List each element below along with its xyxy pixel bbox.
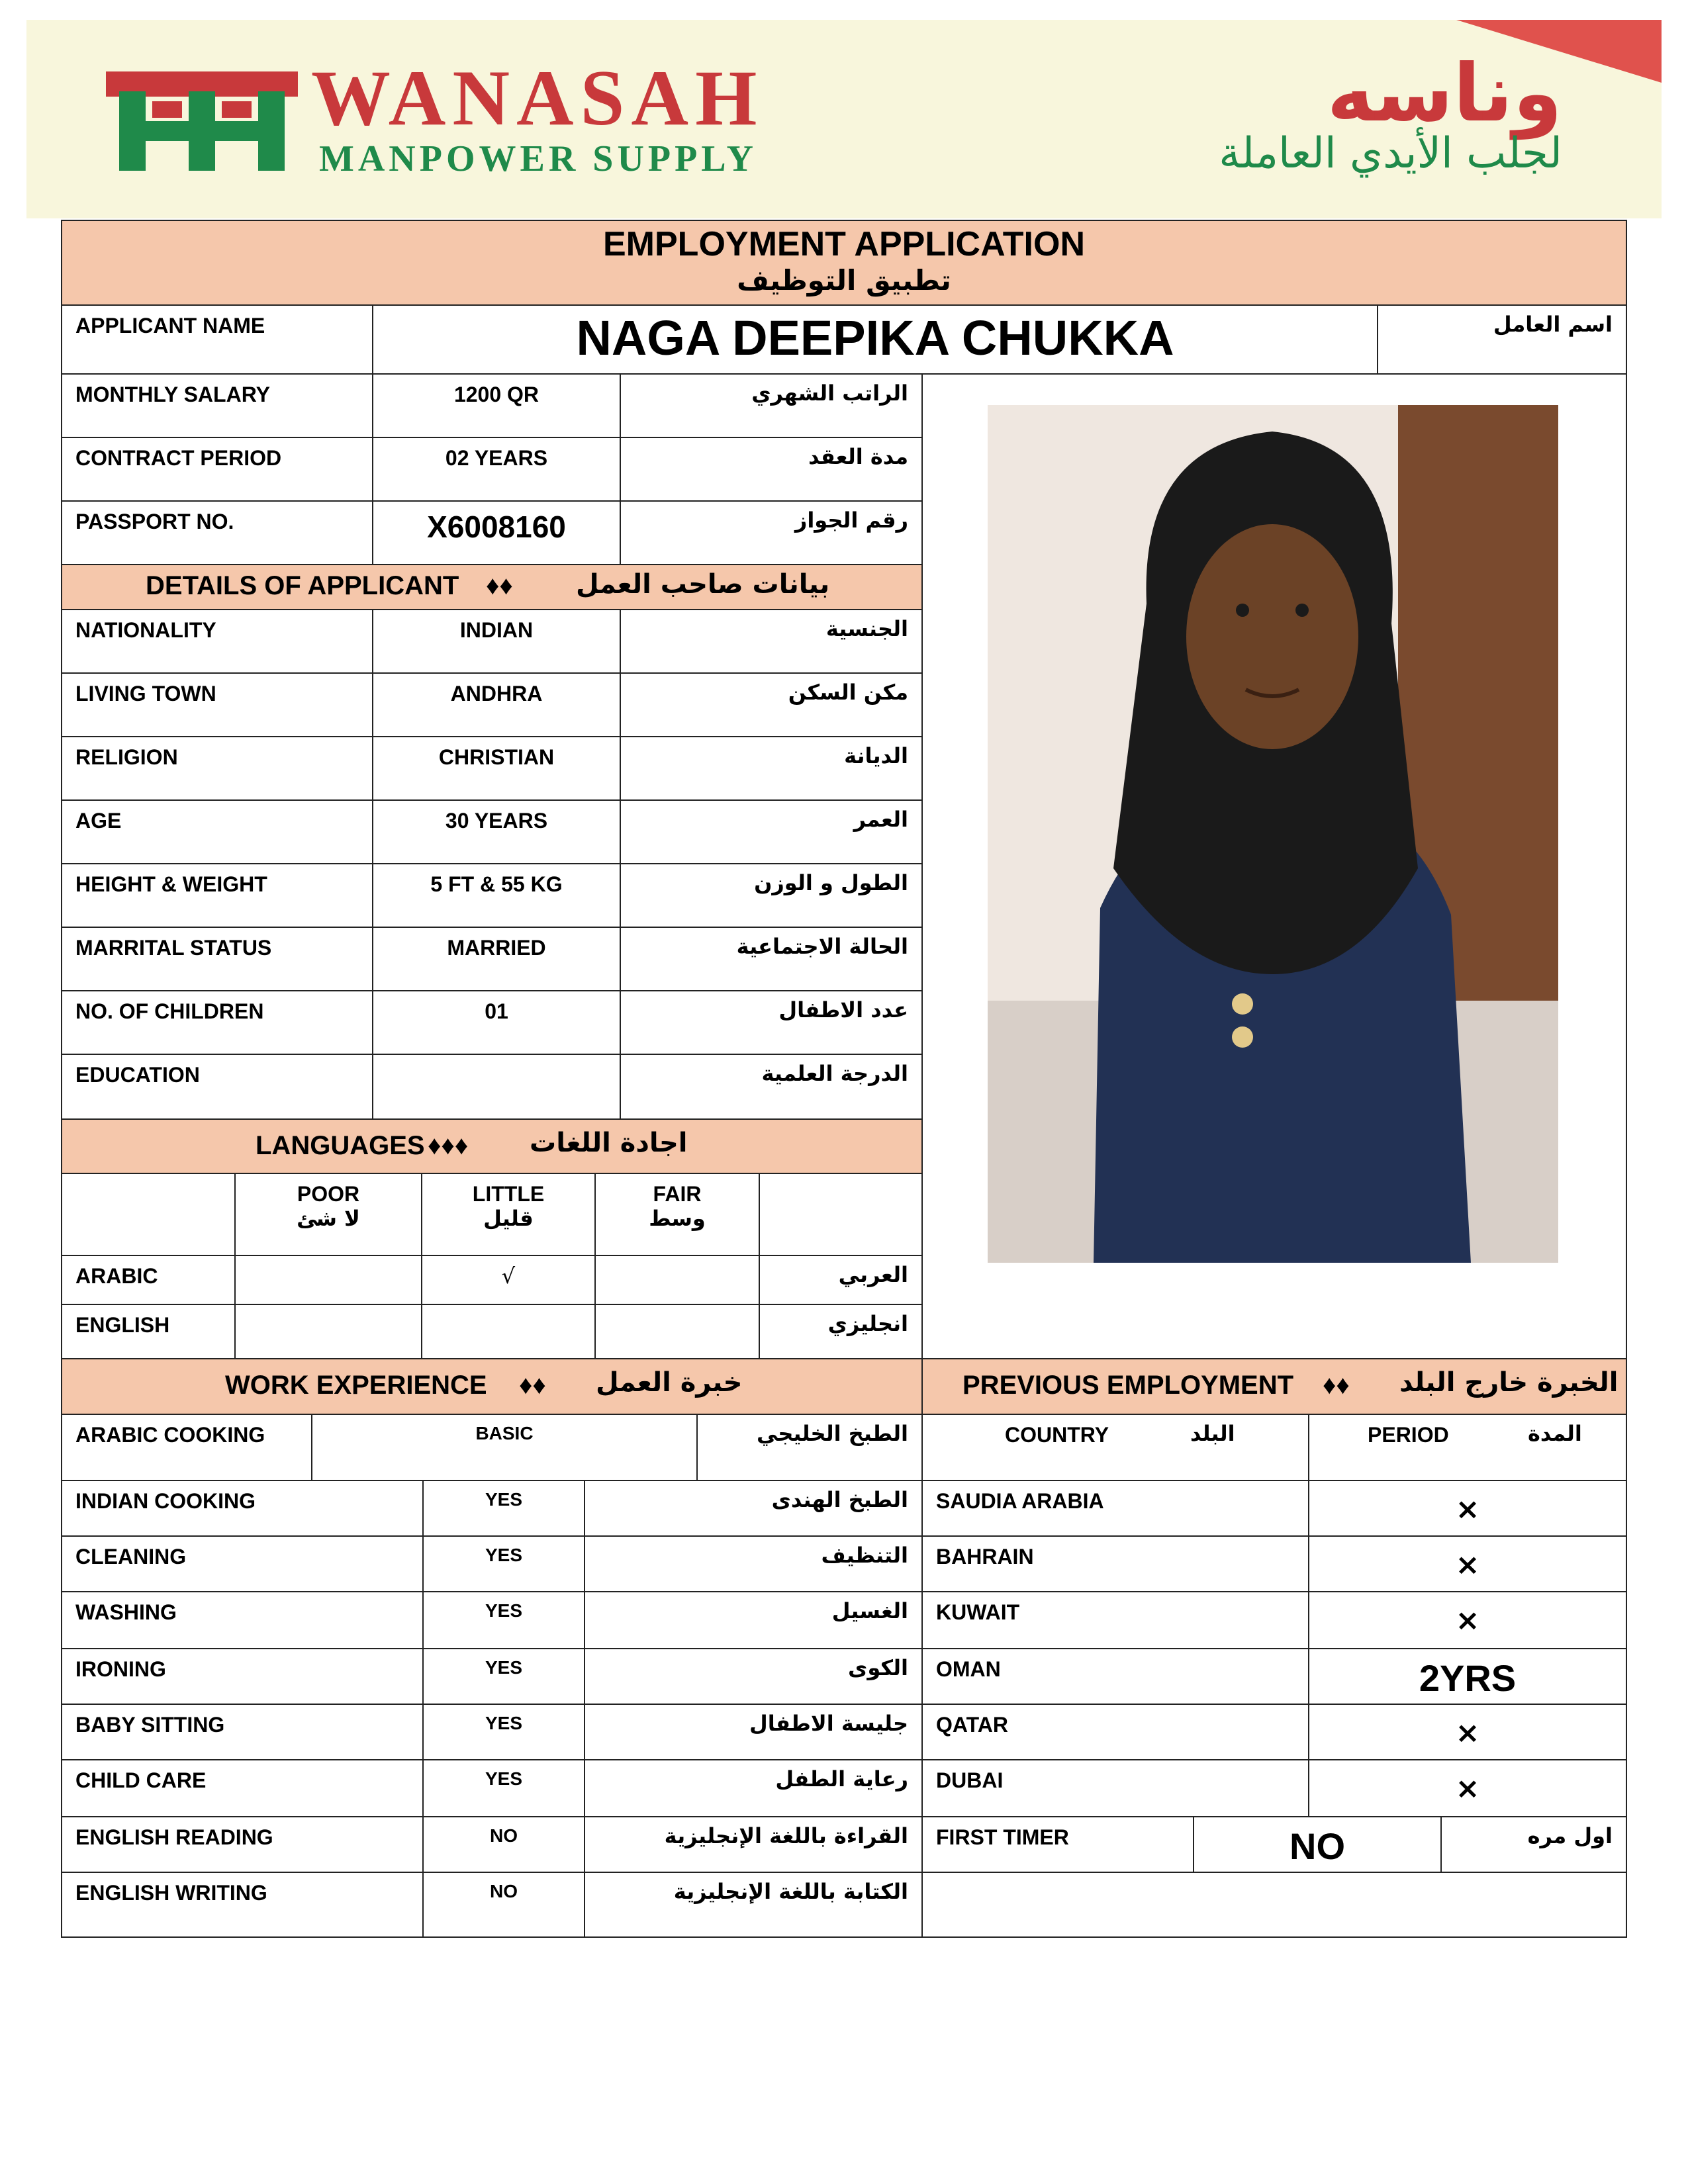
passport-no-value: X6008160	[372, 500, 621, 565]
applicant-name-arabic: اسم العامل	[1377, 304, 1627, 375]
english-writing-arabic: الكتابة باللغة الإنجليزية	[584, 1872, 923, 1938]
previous-employment-title-arabic: الخبرة خارج البلد	[1399, 1367, 1618, 1398]
level-little	[421, 1173, 596, 1256]
marital-status-label: MARRITAL STATUS	[61, 927, 373, 991]
english-language-arabic: انجليزي	[759, 1304, 923, 1361]
english-writing-label: ENGLISH WRITING	[61, 1872, 424, 1938]
details-title: DETAILS OF APPLICANT	[146, 571, 459, 600]
nationality-label: NATIONALITY	[61, 609, 373, 674]
applicant-name-value: NAGA DEEPIKA CHUKKA	[372, 304, 1378, 375]
ironing-value: YES	[422, 1648, 585, 1705]
period-kuwait: ×	[1308, 1591, 1627, 1649]
previous-blank-bottom	[921, 1872, 1627, 1938]
country-dubai: DUBAI	[921, 1759, 1309, 1817]
passport-no-label: PASSPORT NO.	[61, 500, 373, 565]
religion-value: CHRISTIAN	[372, 736, 621, 801]
languages-blank-left	[61, 1173, 236, 1256]
religion-label: RELIGION	[61, 736, 373, 801]
child-care-value: YES	[422, 1759, 585, 1817]
children-value: 01	[372, 990, 621, 1055]
passport-no-arabic: رقم الجواز	[620, 500, 923, 565]
country-oman: OMAN	[921, 1648, 1309, 1705]
arabic-poor	[234, 1255, 422, 1305]
children-label: NO. OF CHILDREN	[61, 990, 373, 1055]
nationality-arabic: الجنسية	[620, 609, 923, 674]
height-weight-value: 5 FT & 55 KG	[372, 863, 621, 928]
arabic-little-check: √	[421, 1255, 596, 1305]
work-experience-title-arabic: خبرة العمل	[596, 1367, 743, 1398]
child-care-label: CHILD CARE	[61, 1759, 424, 1817]
age-label: AGE	[61, 799, 373, 864]
previous-employment-title: PREVIOUS EMPLOYMENT	[962, 1371, 1294, 1400]
country-column-header	[921, 1414, 1309, 1481]
period-dubai: ×	[1308, 1759, 1627, 1817]
arabic-language-label: ARABIC	[61, 1255, 236, 1305]
languages-title-arabic: اجادة اللغات	[530, 1128, 688, 1158]
work-experience-header	[61, 1358, 923, 1415]
education-value	[372, 1054, 621, 1120]
height-weight-arabic: الطول و الوزن	[620, 863, 923, 928]
cleaning-arabic: التنظيف	[584, 1535, 923, 1592]
work-experience-title: WORK EXPERIENCE	[225, 1371, 487, 1400]
country-label-arabic: البلد	[1190, 1421, 1235, 1446]
brand-name: WANASAH	[311, 54, 764, 142]
english-poor	[234, 1304, 422, 1361]
country-bahrain: BAHRAIN	[921, 1535, 1309, 1592]
contract-period-value: 02 YEARS	[372, 437, 621, 502]
level-poor	[234, 1173, 422, 1256]
washing-value: YES	[422, 1591, 585, 1649]
english-reading-label: ENGLISH READING	[61, 1816, 424, 1873]
brand-name-arabic: وناسه	[1327, 48, 1562, 140]
english-reading-arabic: القراءة باللغة الإنجليزية	[584, 1816, 923, 1873]
period-label: PERIOD	[1368, 1423, 1449, 1447]
level-little-label: LITTLE	[472, 1182, 545, 1206]
brand-subtitle: MANPOWER SUPPLY	[319, 138, 757, 179]
first-timer-value: NO	[1193, 1816, 1442, 1873]
english-fair	[594, 1304, 760, 1361]
cleaning-value: YES	[422, 1535, 585, 1592]
country-saudi: SAUDIA ARABIA	[921, 1480, 1309, 1537]
religion-arabic: الديانة	[620, 736, 923, 801]
indian-cooking-arabic: الطبخ الهندى	[584, 1480, 923, 1537]
details-title-arabic: بيانات صاحب العمل	[576, 569, 830, 600]
monthly-salary-label: MONTHLY SALARY	[61, 373, 373, 438]
indian-cooking-value: YES	[422, 1480, 585, 1537]
country-qatar: QATAR	[921, 1704, 1309, 1760]
details-diamonds: ♦♦	[486, 571, 513, 600]
period-saudi: ×	[1308, 1480, 1627, 1537]
monthly-salary-value: 1200 QR	[372, 373, 621, 438]
period-bahrain: ×	[1308, 1535, 1627, 1592]
age-value: 30 YEARS	[372, 799, 621, 864]
education-arabic: الدرجة العلمية	[620, 1054, 923, 1120]
arabic-language-arabic: العربي	[759, 1255, 923, 1305]
arabic-fair	[594, 1255, 760, 1305]
level-poor-label: POOR	[297, 1182, 360, 1206]
cleaning-label: CLEANING	[61, 1535, 424, 1592]
children-arabic: عدد الاطفال	[620, 990, 923, 1055]
details-header	[61, 564, 923, 610]
previous-employment-diamonds: ♦♦	[1323, 1371, 1350, 1400]
applicant-name-label: APPLICANT NAME	[61, 304, 373, 375]
baby-sitting-value: YES	[422, 1704, 585, 1760]
level-fair-label: FAIR	[653, 1182, 702, 1206]
english-reading-value: NO	[422, 1816, 585, 1873]
height-weight-label: HEIGHT & WEIGHT	[61, 863, 373, 928]
level-fair	[594, 1173, 760, 1256]
living-town-label: LIVING TOWN	[61, 672, 373, 737]
monthly-salary-arabic: الراتب الشهري	[620, 373, 923, 438]
child-care-arabic: رعاية الطفل	[584, 1759, 923, 1817]
form-title-arabic: تطبيق التوظيف	[737, 263, 951, 296]
marital-status-arabic: الحالة الاجتماعية	[620, 927, 923, 991]
applicant-photo	[988, 405, 1558, 1263]
indian-cooking-label: INDIAN COOKING	[61, 1480, 424, 1537]
baby-sitting-label: BABY SITTING	[61, 1704, 424, 1760]
languages-blank-right	[759, 1173, 923, 1256]
period-column-header	[1308, 1414, 1627, 1481]
country-kuwait: KUWAIT	[921, 1591, 1309, 1649]
ironing-arabic: الكوى	[584, 1648, 923, 1705]
education-label: EDUCATION	[61, 1054, 373, 1120]
english-language-label: ENGLISH	[61, 1304, 236, 1361]
previous-employment-header	[921, 1358, 1627, 1415]
washing-arabic: الغسيل	[584, 1591, 923, 1649]
arabic-cooking-label: ARABIC COOKING	[61, 1414, 312, 1481]
age-arabic: العمر	[620, 799, 923, 864]
company-logo-icon	[106, 71, 298, 171]
nationality-value: INDIAN	[372, 609, 621, 674]
contract-period-label: CONTRACT PERIOD	[61, 437, 373, 502]
level-fair-arabic: وسط	[649, 1205, 706, 1231]
living-town-arabic: مكن السكن	[620, 672, 923, 737]
first-timer-arabic: اول مره	[1440, 1816, 1627, 1873]
baby-sitting-arabic: جليسة الاطفال	[584, 1704, 923, 1760]
level-poor-arabic: لا شئ	[297, 1205, 360, 1231]
country-label: COUNTRY	[1005, 1423, 1109, 1447]
arabic-cooking-arabic: الطبخ الخليجي	[696, 1414, 923, 1481]
work-experience-diamonds: ♦♦	[519, 1371, 546, 1400]
contract-period-arabic: مدة العقد	[620, 437, 923, 502]
english-little	[421, 1304, 596, 1361]
languages-header	[61, 1118, 923, 1174]
level-little-arabic: قليل	[483, 1205, 534, 1231]
marital-status-value: MARRIED	[372, 927, 621, 991]
ironing-label: IRONING	[61, 1648, 424, 1705]
arabic-cooking-value: BASIC	[311, 1414, 698, 1481]
period-oman: 2YRS	[1308, 1648, 1627, 1705]
languages-diamonds: ♦♦♦	[428, 1131, 469, 1160]
living-town-value: ANDHRA	[372, 672, 621, 737]
languages-title: LANGUAGES	[256, 1131, 425, 1160]
brand-subtitle-arabic: لجلب الأيدي العاملة	[1219, 129, 1562, 178]
period-label-arabic: المدة	[1528, 1421, 1582, 1446]
washing-label: WASHING	[61, 1591, 424, 1649]
form-title-box	[61, 220, 1627, 306]
form-title: EMPLOYMENT APPLICATION	[603, 225, 1085, 263]
english-writing-value: NO	[422, 1872, 585, 1938]
period-qatar: ×	[1308, 1704, 1627, 1760]
first-timer-label: FIRST TIMER	[921, 1816, 1194, 1873]
